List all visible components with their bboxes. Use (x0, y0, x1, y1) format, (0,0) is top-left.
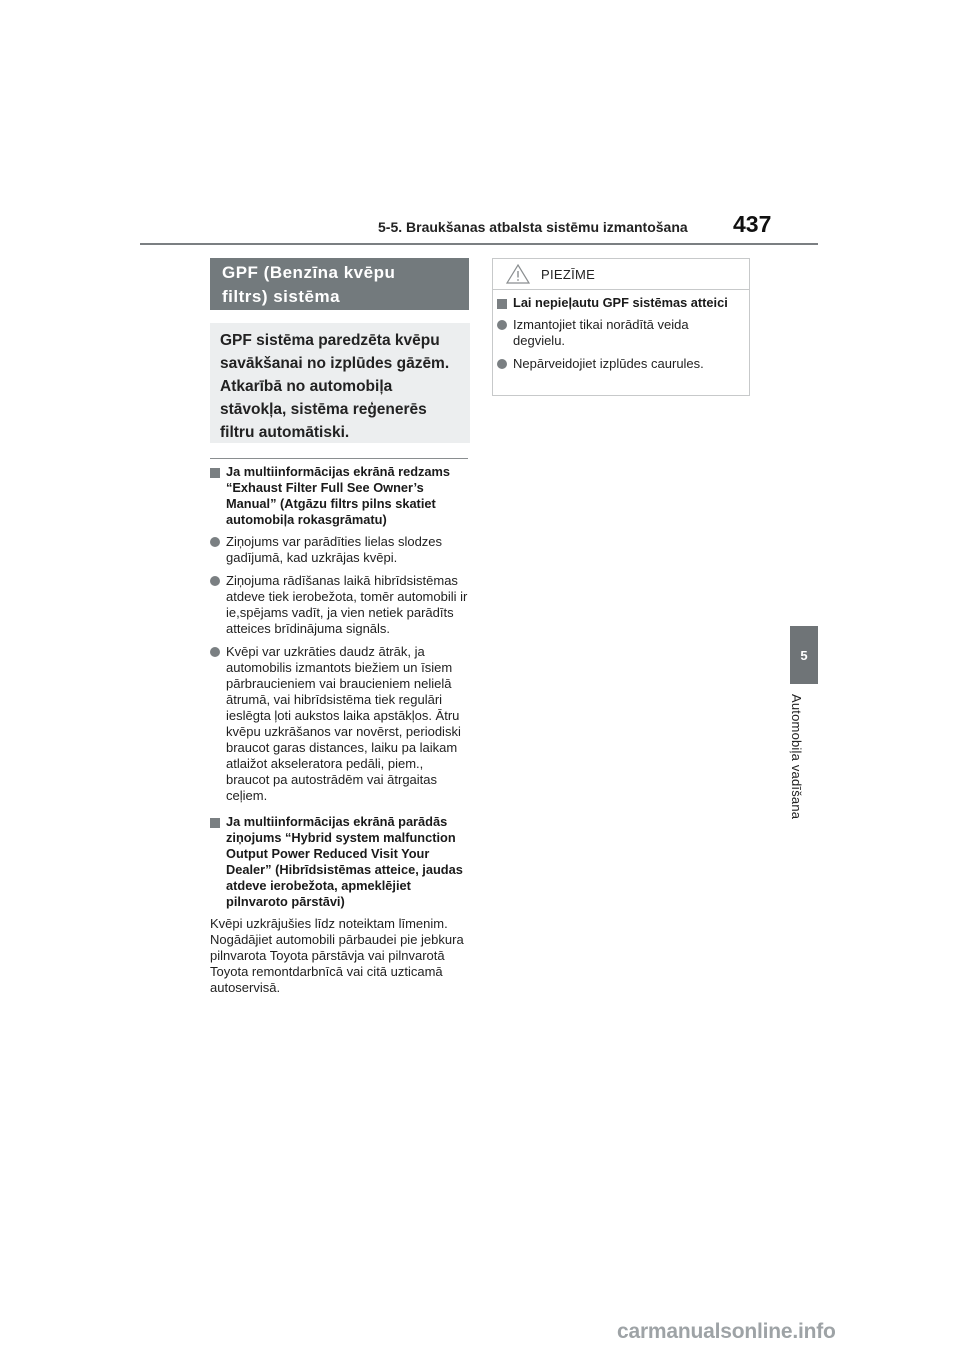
notice-bullet (497, 356, 743, 372)
bullet-text: Kvēpi var uzkrāties daudz ātrāk, ja automobilis izmantots biežiem un īsiem pārbraucieniem vai braucieniem nelielā ātrumā, vai hibrīdsistēma tiek regulāri ieslēgta ļoti aukstos laika apstākļos. Ātru kvēpu uzkrāšanos var novērst, periodiski braucot garas distances, laiku pa laikam atlaižot akseleratora pedāli, piem., braucot pa autostrādēm vai ātrgaitas ceļiem. (226, 644, 461, 803)
warning-triangle-icon (505, 263, 531, 285)
section-title-box (210, 258, 469, 310)
right-column (492, 258, 750, 396)
notice-heading-text: Lai nepieļautu GPF sistēmas atteici (513, 295, 728, 310)
section-divider (210, 458, 468, 459)
chapter-number: 5 (800, 647, 808, 663)
notice-box (492, 258, 750, 396)
round-bullet-icon (210, 647, 220, 657)
left-column (210, 464, 470, 996)
bullet-text: Izmantojiet tikai norādītā veida degvielu. (513, 317, 689, 348)
summary-line: savākšanai no izplūdes gāzēm. (220, 355, 450, 372)
bullet-item (210, 573, 470, 637)
square-bullet-icon (210, 468, 220, 478)
bullet-text: Nepārveidojiet izplūdes caurules. (513, 356, 704, 371)
bullet-text: Ziņojums var parādīties lielas slodzes gadījumā, kad uzkrājas kvēpi. (226, 534, 443, 565)
summary-line: Atkarībā no automobiļa (220, 378, 393, 395)
summary-line: GPF sistēma paredzēta kvēpu (220, 332, 440, 349)
watermark: carmanualsonline.info (617, 1320, 836, 1343)
round-bullet-icon (497, 320, 507, 330)
header-rule (140, 243, 818, 245)
item-heading-exhaust-filter-full (210, 464, 470, 528)
round-bullet-icon (497, 359, 507, 369)
running-header-title: 5-5. Braukšanas atbalsta sistēmu izmantošana (378, 219, 688, 235)
section-title-line-2: filtrs) sistēma (222, 287, 341, 306)
square-bullet-icon (210, 818, 220, 828)
bullet-item (210, 644, 470, 804)
item-heading-hybrid-malfunction (210, 814, 470, 910)
notice-body (493, 290, 749, 372)
round-bullet-icon (210, 537, 220, 547)
page-number: 437 (733, 211, 772, 237)
paragraph: Kvēpi uzkrājušies līdz noteiktam līmenim. Nogādājiet automobili pārbaudei pie jebkura pilnvarota Toyota pārstāvja vai pilnvarotā Toyota remontdarbnīcā vai citā uzticamā autoservisā. (210, 916, 464, 995)
section-summary-box (210, 323, 470, 443)
notice-header (493, 259, 749, 290)
square-bullet-icon (497, 299, 507, 309)
chapter-tab (790, 626, 818, 684)
item-heading-text: Ja multiinformācijas ekrānā redzams “Exhaust Filter Full See Owner’s Manual” (Atgāzu filtrs pilns skatiet automobiļa rokasgrāmatu) (226, 464, 451, 527)
section-title-line-1: GPF (Benzīna kvēpu (222, 263, 396, 282)
notice-bullet (497, 317, 743, 349)
bullet-text: Ziņojuma rādīšanas laikā hibrīdsistēmas atdeve tiek ierobežota, tomēr automobili ir ie,spējams vadīt, ja vien netiek parādīts atteices brīdinājuma signāls. (226, 573, 468, 636)
summary-line: stāvokļa, sistēma reģenerēs (220, 401, 427, 418)
notice-heading (497, 295, 743, 311)
round-bullet-icon (210, 576, 220, 586)
bullet-item (210, 534, 470, 566)
item-heading-text: Ja multiinformācijas ekrānā parādās ziņojums “Hybrid system malfunction Output Power Reduced Visit Your Dealer” (Hibrīdsistēmas atteice, jaudas atdeve ierobežota, apmeklējiet pilnvaroto pārstāvi) (226, 814, 463, 909)
summary-line: filtru automātiski. (220, 424, 350, 441)
notice-title: PIEZĪME (541, 267, 596, 282)
chapter-label: Automobiļa vadīšana (789, 694, 804, 820)
